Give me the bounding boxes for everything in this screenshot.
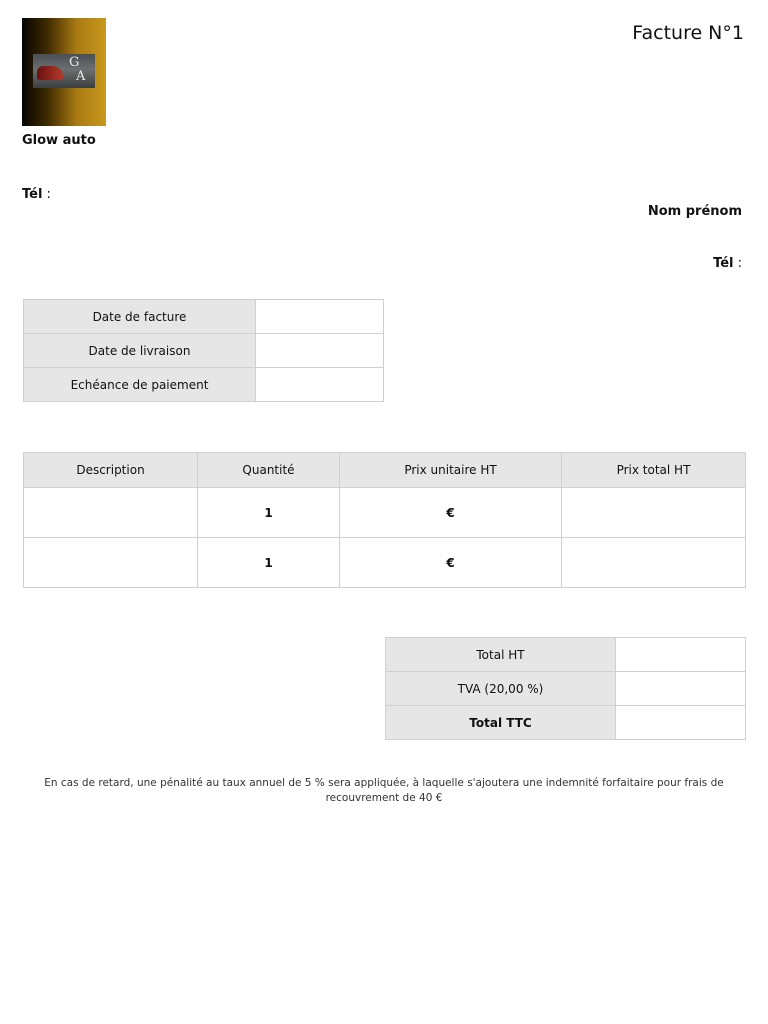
client-tel-label: Tél <box>713 256 734 271</box>
company-name: Glow auto <box>22 133 96 148</box>
table-row <box>24 368 384 402</box>
col-prix-unitaire: Prix unitaire HT <box>340 453 562 488</box>
item-quantity: 1 <box>198 538 340 588</box>
company-tel-suffix: : <box>42 187 51 202</box>
logo-letter-g: G <box>69 55 80 70</box>
logo-car-photo <box>33 54 95 88</box>
date-livraison-value <box>256 334 384 368</box>
table-row <box>386 672 746 706</box>
car-icon <box>37 66 63 80</box>
items-table <box>23 452 746 588</box>
logo-monogram <box>67 54 93 88</box>
company-logo <box>22 18 106 126</box>
table-row <box>24 300 384 334</box>
table-row <box>24 538 746 588</box>
total-ttc-value <box>616 706 746 740</box>
item-quantity: 1 <box>198 488 340 538</box>
item-description <box>24 488 198 538</box>
tva-value <box>616 672 746 706</box>
echeance-value <box>256 368 384 402</box>
echeance-label: Echéance de paiement <box>24 368 256 402</box>
col-description: Description <box>24 453 198 488</box>
item-unit-price: € <box>340 538 562 588</box>
client-tel <box>713 256 742 271</box>
date-livraison-label: Date de livraison <box>24 334 256 368</box>
date-facture-value <box>256 300 384 334</box>
client-tel-suffix: : <box>733 256 742 271</box>
logo-letter-a: A <box>76 69 86 84</box>
totals-table <box>385 637 746 740</box>
total-ht-value <box>616 638 746 672</box>
tva-label: TVA (20,00 %) <box>386 672 616 706</box>
items-header-row <box>24 453 746 488</box>
invoice-title: Facture N°1 <box>632 22 744 44</box>
company-tel <box>22 187 51 202</box>
table-row <box>24 334 384 368</box>
table-row <box>24 488 746 538</box>
item-unit-price: € <box>340 488 562 538</box>
total-ht-label: Total HT <box>386 638 616 672</box>
col-quantite: Quantité <box>198 453 340 488</box>
late-payment-notice: En cas de retard, une pénalité au taux annuel de 5 % sera appliquée, à laquelle s'ajoutera une indemnité forfaitaire pour frais de recouvrement de 40 € <box>44 777 724 804</box>
col-prix-total: Prix total HT <box>562 453 746 488</box>
table-row <box>386 706 746 740</box>
item-description <box>24 538 198 588</box>
item-total <box>562 488 746 538</box>
client-name: Nom prénom <box>647 204 742 219</box>
total-ttc-label: Total TTC <box>386 706 616 740</box>
table-row <box>386 638 746 672</box>
dates-table <box>23 299 384 402</box>
item-total <box>562 538 746 588</box>
company-tel-label: Tél <box>22 187 43 202</box>
date-facture-label: Date de facture <box>24 300 256 334</box>
